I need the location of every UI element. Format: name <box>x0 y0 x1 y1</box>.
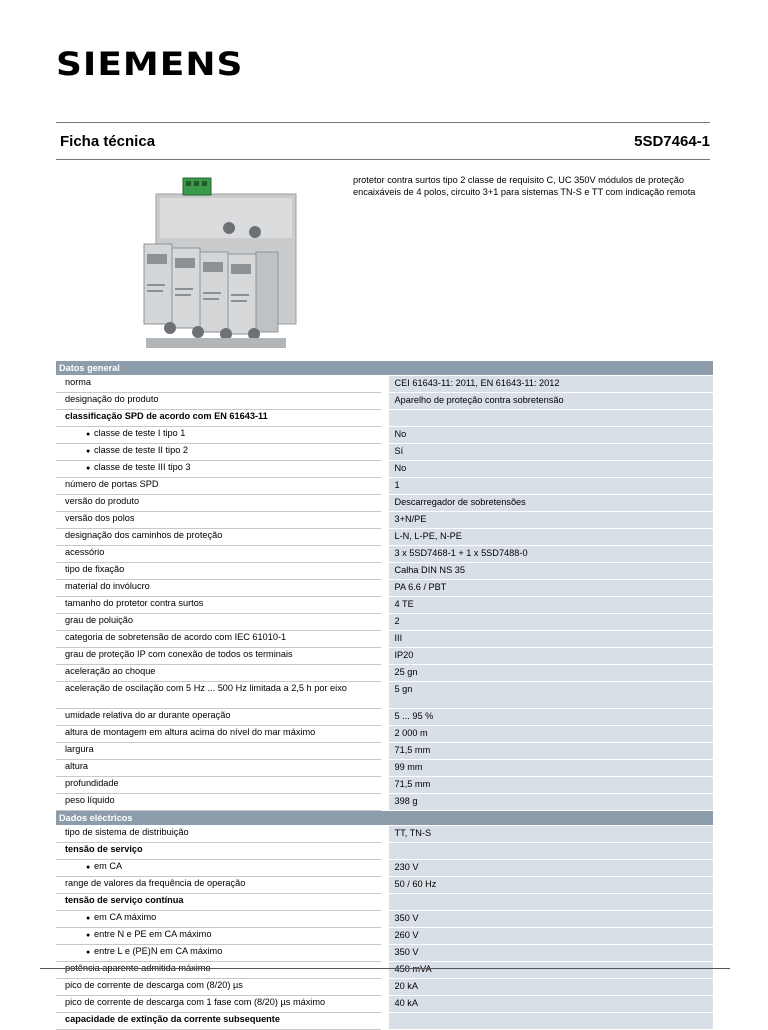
spec-row <box>56 743 713 760</box>
spec-row <box>56 794 713 811</box>
spec-row <box>56 376 713 393</box>
spec-value <box>385 894 714 911</box>
spec-row <box>56 478 713 495</box>
spec-value: 350 V <box>385 911 714 928</box>
spec-label-text: tipo de fixação <box>65 564 125 574</box>
spec-label <box>56 945 385 962</box>
footer-rule <box>40 968 730 969</box>
spec-label-text: designação do produto <box>65 394 159 404</box>
spec-label-text: classe de teste III tipo 3 <box>94 462 191 472</box>
article-number: 5SD7464-1 <box>634 132 710 150</box>
spec-row <box>56 427 713 444</box>
spec-label-text: grau de poluição <box>65 615 133 625</box>
spec-label-text: classificação SPD de acordo com EN 61643-11 <box>65 411 268 421</box>
spec-value: Aparelho de proteção contra sobretensão <box>385 393 714 410</box>
spec-row <box>56 911 713 928</box>
spec-value: 3+N/PE <box>385 512 714 529</box>
spec-row <box>56 945 713 962</box>
document-title-bar <box>56 122 710 160</box>
spec-label <box>56 843 385 860</box>
spec-label <box>56 777 385 794</box>
spec-label <box>56 648 385 665</box>
spec-value: 99 mm <box>385 760 714 777</box>
spec-label <box>56 877 385 894</box>
spec-value: 20 kA <box>385 979 714 996</box>
spec-value: 398 g <box>385 794 714 811</box>
spec-row <box>56 665 713 682</box>
spec-label <box>56 614 385 631</box>
spec-label-text: norma <box>65 377 92 387</box>
spec-row <box>56 894 713 911</box>
spec-value: CEI 61643-11: 2011, EN 61643-11: 2012 <box>385 376 714 393</box>
document-type: Ficha técnica <box>60 132 156 150</box>
spec-label-text: em CA máximo <box>94 912 157 922</box>
spec-value: 230 V <box>385 860 714 877</box>
spec-label <box>56 928 385 945</box>
spec-row <box>56 996 713 1013</box>
spec-label-text: aceleração de oscilação com 5 Hz ... 500 Hz limitada a 2,5 h por eixo <box>65 683 347 693</box>
spec-value <box>385 1013 714 1030</box>
spec-label <box>56 461 385 478</box>
spec-label-text: versão dos polos <box>65 513 135 523</box>
spec-label <box>56 962 385 979</box>
spec-value: IP20 <box>385 648 714 665</box>
product-image <box>126 172 306 354</box>
spec-label-text: aceleração ao choque <box>65 666 156 676</box>
spec-value: 450 mVA <box>385 962 714 979</box>
spec-row <box>56 597 713 614</box>
bullet-icon: ● <box>86 448 91 455</box>
spec-label-text: entre L e (PE)N em CA máximo <box>94 946 223 956</box>
spec-label-text: potência aparente admitida máximo <box>65 963 211 973</box>
spec-label-text: entre N e PE em CA máximo <box>94 929 212 939</box>
spec-label-text: largura <box>65 744 94 754</box>
spec-value: 5 ... 95 % <box>385 709 714 726</box>
spec-value: III <box>385 631 714 648</box>
spec-label <box>56 979 385 996</box>
product-description: protetor contra surtos tipo 2 classe de requisito C, UC 350V módulos de proteção encaixáveis de 4 polos, circuito 3+1 para sistemas TN-S e TT com indicação remota <box>353 175 696 197</box>
spec-label-text: material do invólucro <box>65 581 150 591</box>
spec-table-body <box>56 361 713 1030</box>
spec-row <box>56 461 713 478</box>
spec-row <box>56 1013 713 1030</box>
bullet-icon: ● <box>86 864 91 871</box>
spec-row <box>56 495 713 512</box>
spec-value: 1 <box>385 478 714 495</box>
spec-label <box>56 376 385 393</box>
spec-row <box>56 529 713 546</box>
spec-label <box>56 826 385 843</box>
spec-label <box>56 512 385 529</box>
spec-value: No <box>385 427 714 444</box>
spec-label-text: pico de corrente de descarga com (8/20) µs <box>65 980 243 990</box>
spec-label <box>56 996 385 1013</box>
spec-value <box>385 410 714 427</box>
spec-label-text: categoria de sobretensão de acordo com IEC 61010-1 <box>65 632 287 642</box>
spec-label-text: altura de montagem em altura acima do nível do mar máximo <box>65 727 316 737</box>
spec-label <box>56 665 385 682</box>
spec-label <box>56 911 385 928</box>
spec-label <box>56 529 385 546</box>
section-header <box>56 811 713 826</box>
spec-label <box>56 860 385 877</box>
spec-row <box>56 877 713 894</box>
spec-row <box>56 979 713 996</box>
spec-table <box>56 361 713 1030</box>
spec-value: 5 gn <box>385 682 714 709</box>
spec-label <box>56 393 385 410</box>
spec-label <box>56 682 385 709</box>
spec-value: 71,5 mm <box>385 743 714 760</box>
spec-label <box>56 743 385 760</box>
spec-row <box>56 648 713 665</box>
spec-row <box>56 962 713 979</box>
spec-label-text: versão do produto <box>65 496 140 506</box>
spec-value: 4 TE <box>385 597 714 614</box>
spec-value: Calha DIN NS 35 <box>385 563 714 580</box>
spec-label <box>56 760 385 777</box>
spec-label-text: capacidade de extinção da corrente subsequente <box>65 1014 280 1024</box>
spec-label-text: tensão de serviço contínua <box>65 895 184 905</box>
spec-row <box>56 760 713 777</box>
bullet-icon: ● <box>86 465 91 472</box>
spec-row <box>56 843 713 860</box>
bullet-icon: ● <box>86 932 91 939</box>
spec-label-text: peso líquido <box>65 795 115 805</box>
spec-value: No <box>385 461 714 478</box>
spec-row <box>56 444 713 461</box>
spec-value: L-N, L-PE, N-PE <box>385 529 714 546</box>
spec-row <box>56 614 713 631</box>
spec-row <box>56 709 713 726</box>
spec-label <box>56 580 385 597</box>
spec-label <box>56 597 385 614</box>
spec-row <box>56 682 713 709</box>
spec-label-text: tipo de sistema de distribuição <box>65 827 189 837</box>
spec-label <box>56 478 385 495</box>
spec-row <box>56 580 713 597</box>
spec-row <box>56 546 713 563</box>
spec-label-text: acessório <box>65 547 105 557</box>
spec-value: 25 gn <box>385 665 714 682</box>
spec-label <box>56 427 385 444</box>
spec-label-text: classe de teste I tipo 1 <box>94 428 186 438</box>
spec-label <box>56 1013 385 1030</box>
spec-row <box>56 631 713 648</box>
spec-label <box>56 794 385 811</box>
spec-label-text: designação dos caminhos de proteção <box>65 530 223 540</box>
section-title: Dados eléctricos <box>56 811 713 826</box>
spec-row <box>56 860 713 877</box>
spec-label-text: grau de proteção IP com conexão de todos os terminais <box>65 649 293 659</box>
spec-row <box>56 777 713 794</box>
spec-value: TT, TN-S <box>385 826 714 843</box>
spec-label <box>56 495 385 512</box>
spec-label-text: altura <box>65 761 88 771</box>
spec-row <box>56 826 713 843</box>
section-header <box>56 361 713 376</box>
spec-label-text: profundidade <box>65 778 119 788</box>
siemens-logo: SIEMENS <box>56 46 244 83</box>
spec-label <box>56 631 385 648</box>
spec-label <box>56 709 385 726</box>
bullet-icon: ● <box>86 949 91 956</box>
spec-value <box>385 843 714 860</box>
bullet-icon: ● <box>86 915 91 922</box>
spec-value: 3 x 5SD7468-1 + 1 x 5SD7488-0 <box>385 546 714 563</box>
spec-row <box>56 512 713 529</box>
spec-label-text: pico de corrente de descarga com 1 fase com (8/20) µs máximo <box>65 997 326 1007</box>
spec-label-text: umidade relativa do ar durante operação <box>65 710 231 720</box>
spec-row <box>56 726 713 743</box>
spec-label <box>56 444 385 461</box>
spec-value: Descarregador de sobretensões <box>385 495 714 512</box>
spec-value: 2 000 m <box>385 726 714 743</box>
spec-label-text: tamanho do protetor contra surtos <box>65 598 204 608</box>
spec-value: 260 V <box>385 928 714 945</box>
spec-row <box>56 563 713 580</box>
spec-value: 2 <box>385 614 714 631</box>
section-title: Datos general <box>56 361 713 376</box>
spec-value: 50 / 60 Hz <box>385 877 714 894</box>
spec-label <box>56 410 385 427</box>
spec-label <box>56 546 385 563</box>
spec-row <box>56 393 713 410</box>
spec-label-text: tensão de serviço <box>65 844 143 854</box>
spec-row <box>56 410 713 427</box>
spec-label-text: classe de teste II tipo 2 <box>94 445 188 455</box>
spec-label-text: em CA <box>94 861 123 871</box>
spec-value: 71,5 mm <box>385 777 714 794</box>
bullet-icon: ● <box>86 431 91 438</box>
spec-label <box>56 563 385 580</box>
spec-value: 40 kA <box>385 996 714 1013</box>
spec-label <box>56 726 385 743</box>
spec-value: 350 V <box>385 945 714 962</box>
spec-label-text: range de valores da frequência de operação <box>65 878 246 888</box>
spec-label-text: número de portas SPD <box>65 479 159 489</box>
spec-value: PA 6.6 / PBT <box>385 580 714 597</box>
spec-row <box>56 928 713 945</box>
spec-label <box>56 894 385 911</box>
spec-value: Sí <box>385 444 714 461</box>
